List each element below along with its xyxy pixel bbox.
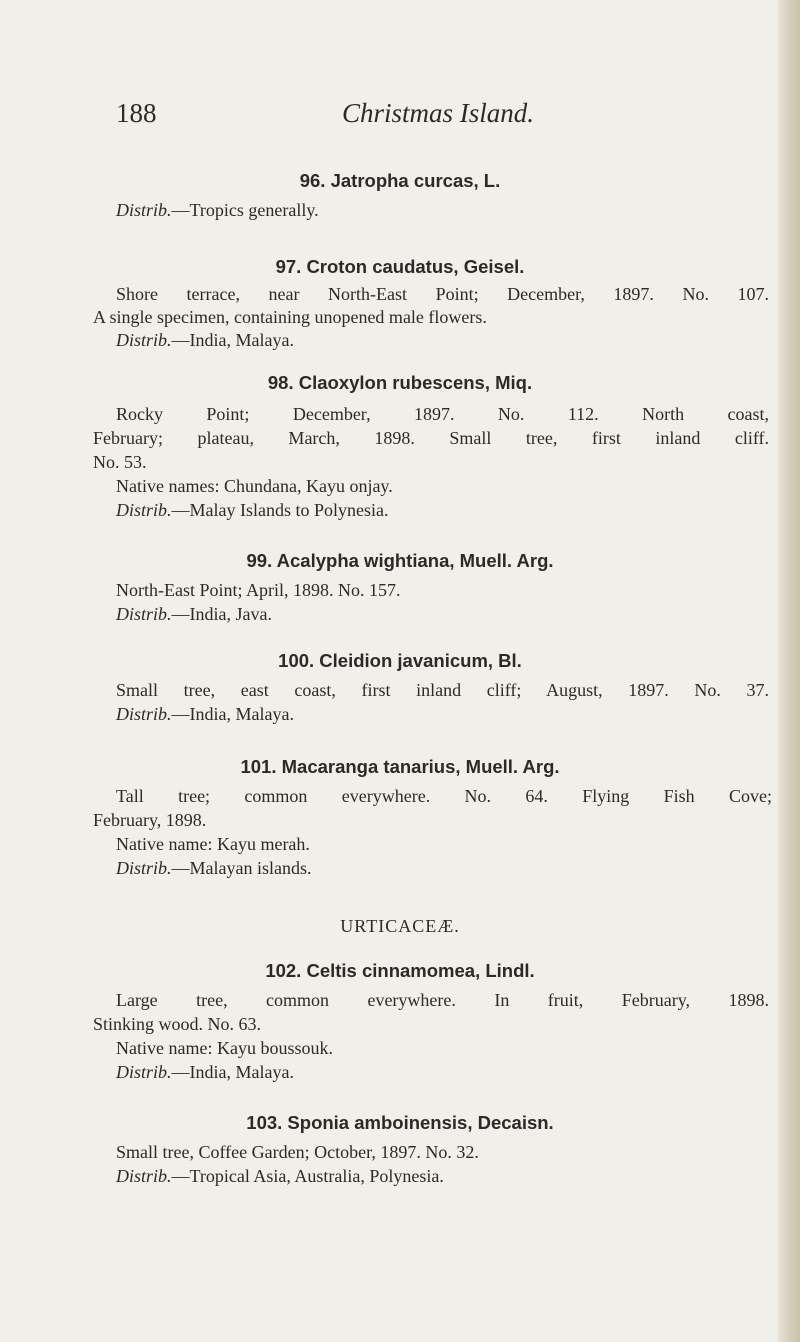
distrib-text: —India, Malaya. (171, 704, 294, 724)
page-number: 188 (116, 98, 157, 128)
entry-line: Shore terrace, near North-East Point; December, 1897. No. 107. (116, 284, 769, 304)
distrib-line (116, 1062, 294, 1083)
entry-line: North-East Point; April, 1898. No. 157. (116, 580, 401, 600)
distrib-label: Distrib. (116, 200, 172, 220)
entry-line: Tall tree; common everywhere. No. 64. Flying Fish Cove; (116, 786, 772, 806)
distrib-label: Distrib. (116, 604, 172, 624)
entry-line: Native names: Chundana, Kayu onjay. (116, 476, 393, 496)
distrib-text: —Malayan islands. (171, 858, 312, 878)
distrib-text: —India, Java. (171, 604, 272, 624)
distrib-line (116, 200, 319, 221)
section-heading: URTICACEÆ. (340, 916, 460, 936)
entry-title-99: 99. Acalypha wightiana, Muell. Arg. (246, 550, 554, 571)
entry-line: February, 1898. (93, 810, 207, 830)
entry-line: February; plateau, March, 1898. Small tree, first inland cliff. (93, 428, 769, 448)
entry-title-98: 98. Claoxylon rubescens, Miq. (267, 372, 533, 393)
distrib-text: —Tropics generally. (171, 200, 319, 220)
distrib-label: Distrib. (116, 1062, 172, 1082)
distrib-text: —India, Malaya. (171, 330, 294, 350)
entry-line: Small tree, Coffee Garden; October, 1897. No. 32. (116, 1142, 479, 1162)
entry-line: A single specimen, containing unopened male flowers. (93, 307, 487, 327)
distrib-label: Distrib. (116, 704, 172, 724)
entry-line: Large tree, common everywhere. In fruit, February, 1898. (116, 990, 769, 1010)
distrib-label: Distrib. (116, 330, 172, 350)
entry-title-102: 102. Celtis cinnamomea, Lindl. (265, 960, 535, 981)
distrib-text: —India, Malaya. (171, 1062, 294, 1082)
entry-title-101: 101. Macaranga tanarius, Muell. Arg. (240, 756, 560, 777)
entry-title-100: 100. Cleidion javanicum, Bl. (278, 650, 522, 671)
distrib-line (116, 330, 294, 351)
entry-line: Stinking wood. No. 63. (93, 1014, 262, 1034)
entry-line: Rocky Point; December, 1897. No. 112. North coast, (116, 404, 769, 424)
distrib-text: —Malay Islands to Polynesia. (171, 500, 389, 520)
entry-line: Native name: Kayu merah. (116, 834, 310, 854)
distrib-label: Distrib. (116, 1166, 172, 1186)
distrib-line (116, 604, 272, 625)
running-title: Christmas Island. (342, 98, 535, 128)
distrib-label: Distrib. (116, 500, 172, 520)
entry-title-103: 103. Sponia amboinensis, Decaisn. (246, 1112, 554, 1133)
entry-line: Small tree, east coast, first inland cliff; August, 1897. No. 37. (116, 680, 769, 700)
entry-title-96: 96. Jatropha curcas, L. (299, 170, 501, 191)
entry-line: Native name: Kayu boussouk. (116, 1038, 333, 1058)
distrib-line (116, 1166, 444, 1187)
page-header (116, 98, 676, 138)
distrib-line (116, 500, 389, 521)
distrib-line (116, 858, 312, 879)
entry-title-97: 97. Croton caudatus, Geisel. (275, 256, 525, 277)
distrib-label: Distrib. (116, 858, 172, 878)
entry-line: No. 53. (93, 452, 147, 472)
distrib-text: —Tropical Asia, Australia, Polynesia. (171, 1166, 444, 1186)
distrib-line (116, 704, 294, 725)
